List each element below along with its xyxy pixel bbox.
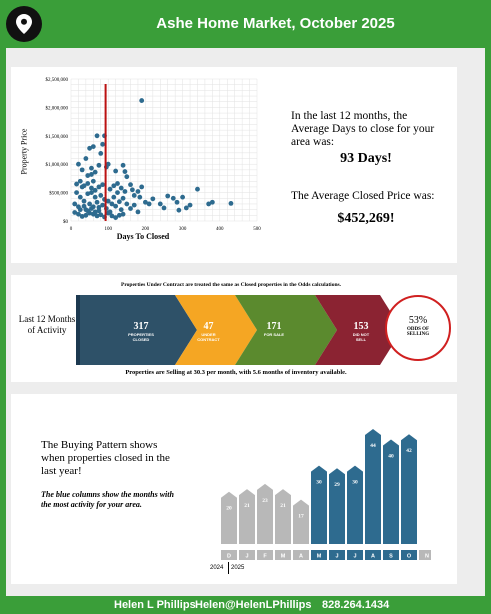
scatter-point: [121, 196, 126, 201]
avg-price-text: The Average Closed Price was:: [291, 190, 435, 202]
month-label: M: [280, 553, 286, 560]
scatter-point: [130, 187, 135, 192]
scatter-point: [136, 210, 141, 215]
year-2025-label: 2025: [231, 565, 245, 571]
bar-value-label: 21: [280, 503, 286, 510]
x-tick-label: 0: [69, 227, 73, 232]
scatter-point: [89, 166, 94, 171]
scatter-point: [147, 202, 152, 207]
odds-note: Properties Under Contract are treated the same as Closed properties in the Odds calculations.: [120, 282, 342, 288]
scatter-point: [184, 206, 189, 211]
scatter-point: [89, 206, 94, 211]
scatter-point: [137, 195, 142, 200]
scatter-point: [121, 163, 126, 168]
y-tick-label: $2,000,000: [45, 106, 68, 112]
segment-sale-label: FOR SALE: [263, 332, 285, 337]
bar-value-label: 29: [334, 482, 340, 489]
month-label: M: [316, 553, 322, 560]
scatter-point: [115, 181, 120, 186]
y-tick-label: $500,000: [49, 191, 68, 197]
y-tick-label: $2,500,000: [45, 78, 68, 83]
month-label: F: [263, 553, 267, 560]
scatter-point: [78, 179, 83, 184]
scatter-point: [100, 142, 105, 147]
bar-3: [275, 489, 291, 544]
scatter-point: [97, 163, 102, 168]
scatter-point: [123, 169, 128, 174]
scatter-point: [124, 174, 129, 179]
scatter-point: [97, 205, 102, 210]
bar-6: [329, 468, 345, 544]
scatter-point: [98, 193, 103, 198]
bar-value-label: 40: [388, 453, 394, 460]
scatter-point: [83, 156, 88, 161]
segment-closed-value: 317: [133, 321, 149, 332]
scatter-point: [119, 207, 124, 212]
scatter-point: [78, 207, 83, 212]
scatter-point: [93, 195, 98, 200]
scatter-point: [117, 199, 122, 204]
footer-phone[interactable]: 828.264.1434: [322, 599, 390, 611]
bar-value-label: 30: [352, 479, 358, 486]
scatter-point: [113, 169, 118, 174]
scatter-point: [108, 187, 113, 192]
scatter-point: [82, 199, 87, 204]
scatter-point: [121, 212, 126, 217]
month-label: O: [406, 553, 412, 560]
year-2024-label: 2024: [210, 565, 224, 571]
scatter-point: [180, 195, 185, 200]
segment-sale-value: 171: [266, 321, 282, 332]
header: [0, 0, 491, 48]
year-divider: [228, 562, 229, 574]
scatter-point: [93, 188, 98, 193]
segment-nosell-label: DID NOT SELL: [352, 332, 370, 342]
scatter-point: [136, 189, 141, 194]
bar-0: [221, 492, 237, 544]
y-tick-label: $1,500,000: [45, 134, 68, 140]
scatter-point: [210, 200, 215, 205]
month-label: D: [227, 553, 231, 560]
y-tick-label: $0: [63, 220, 68, 225]
x-tick-label: 200: [141, 227, 150, 232]
bar-2: [257, 484, 273, 544]
segment-closed-label: PROPERTIES CLOSED: [128, 332, 154, 342]
scatter-point: [93, 170, 98, 175]
x-axis-label: Days To Closed: [116, 232, 170, 241]
segment-nosell-value: 153: [353, 321, 369, 332]
footer-name: Helen L Phillips: [114, 599, 196, 611]
scatter-point: [158, 202, 163, 207]
scatter-point: [124, 202, 129, 207]
bar-4: [293, 500, 309, 544]
buying-pattern-chart: [201, 394, 431, 579]
avg-price-value: $452,269!: [337, 211, 395, 226]
scatter-point: [115, 190, 120, 195]
bar-value-label: 17: [298, 513, 304, 520]
scatter-point: [162, 206, 167, 211]
scatter-point: [85, 181, 90, 186]
scatter-point: [139, 98, 144, 103]
scatter-point: [74, 190, 79, 195]
activity-side-label: Last 12 Months of Activity: [18, 314, 76, 335]
scatter-point: [80, 167, 85, 172]
scatter-point: [128, 206, 133, 211]
segment-nosell: [331, 321, 391, 342]
bar-value-label: 23: [262, 497, 268, 504]
scatter-point: [78, 195, 83, 200]
scatter-point: [150, 196, 155, 201]
footer: [0, 596, 491, 614]
bar-value-label: 42: [406, 448, 412, 455]
scatter-point: [82, 204, 87, 209]
activity-footer: Properties are Selling at 30.3 per month, with 5.6 months of inventory available.: [125, 369, 347, 376]
scatter-point: [100, 182, 105, 187]
bar-5: [311, 466, 327, 544]
month-label: J: [245, 553, 249, 560]
scatter-point: [132, 193, 137, 198]
x-tick-label: 500: [253, 227, 261, 232]
bar-7: [347, 466, 363, 544]
month-label: J: [353, 553, 357, 560]
month-label: A: [371, 553, 375, 560]
scatter-point: [229, 201, 234, 206]
scatter-point: [76, 162, 81, 167]
bar-value-label: 30: [316, 479, 322, 486]
scatter-point: [113, 204, 118, 209]
scatter-point: [91, 179, 96, 184]
bar-value-label: 20: [226, 505, 232, 512]
buying-pattern-card: [11, 394, 457, 584]
scatter-point: [176, 208, 181, 213]
scatter-point: [111, 195, 116, 200]
bar-value-label: 21: [244, 503, 250, 510]
month-label: A: [299, 553, 303, 560]
month-label: N: [425, 553, 429, 560]
scatter-card: [11, 67, 457, 263]
odds-value: 53%: [408, 315, 428, 326]
scatter-point: [139, 185, 144, 190]
scatter-point: [98, 151, 103, 156]
location-pin-icon: [6, 6, 42, 42]
segment-contract: [186, 321, 231, 342]
scatter-point: [165, 194, 170, 199]
odds-label: ODDS OF SELLING: [406, 327, 430, 337]
buying-pattern-note: The blue columns show the months with the most activity for your area.: [41, 490, 174, 509]
buying-pattern-text: The Buying Pattern shows when properties closed in the last year!: [41, 439, 170, 477]
segment-contract-label: UNDER CONTRACT: [197, 332, 220, 342]
month-label: S: [389, 553, 393, 560]
scatter-point: [171, 196, 176, 201]
bar-value-label: 44: [370, 443, 376, 449]
scatter-point: [95, 200, 100, 205]
x-tick-label: 300: [178, 227, 187, 232]
scatter-point: [119, 186, 124, 191]
x-tick-label: 400: [216, 227, 224, 232]
footer-email[interactable]: Helen@HelenLPhillips: [195, 599, 312, 611]
activity-card: [11, 275, 457, 382]
scatter-point: [87, 146, 92, 151]
bar-1: [239, 489, 255, 544]
page-title: Ashe Home Market, October 2025: [156, 15, 395, 32]
segment-contract-value: 47: [203, 321, 214, 332]
odds-circle: [385, 295, 451, 361]
segment-closed: [106, 321, 176, 342]
scatter-point: [95, 133, 100, 138]
y-axis-label: Property Price: [19, 128, 29, 175]
scatter-point: [93, 210, 98, 215]
scatter-point: [195, 187, 200, 192]
scatter-point: [175, 200, 180, 205]
scatter-point: [128, 182, 133, 187]
avg-days-text: In the last 12 months, the Average Days to close for your area was:: [291, 110, 435, 148]
y-tick-label: $1,000,000: [45, 163, 68, 169]
scatter-point: [132, 203, 137, 208]
segment-sale: [249, 321, 299, 337]
avg-days-value: 93 Days!: [340, 151, 392, 166]
scatter-point: [123, 189, 128, 194]
month-label: J: [335, 553, 339, 560]
x-tick-label: 100: [104, 227, 112, 232]
